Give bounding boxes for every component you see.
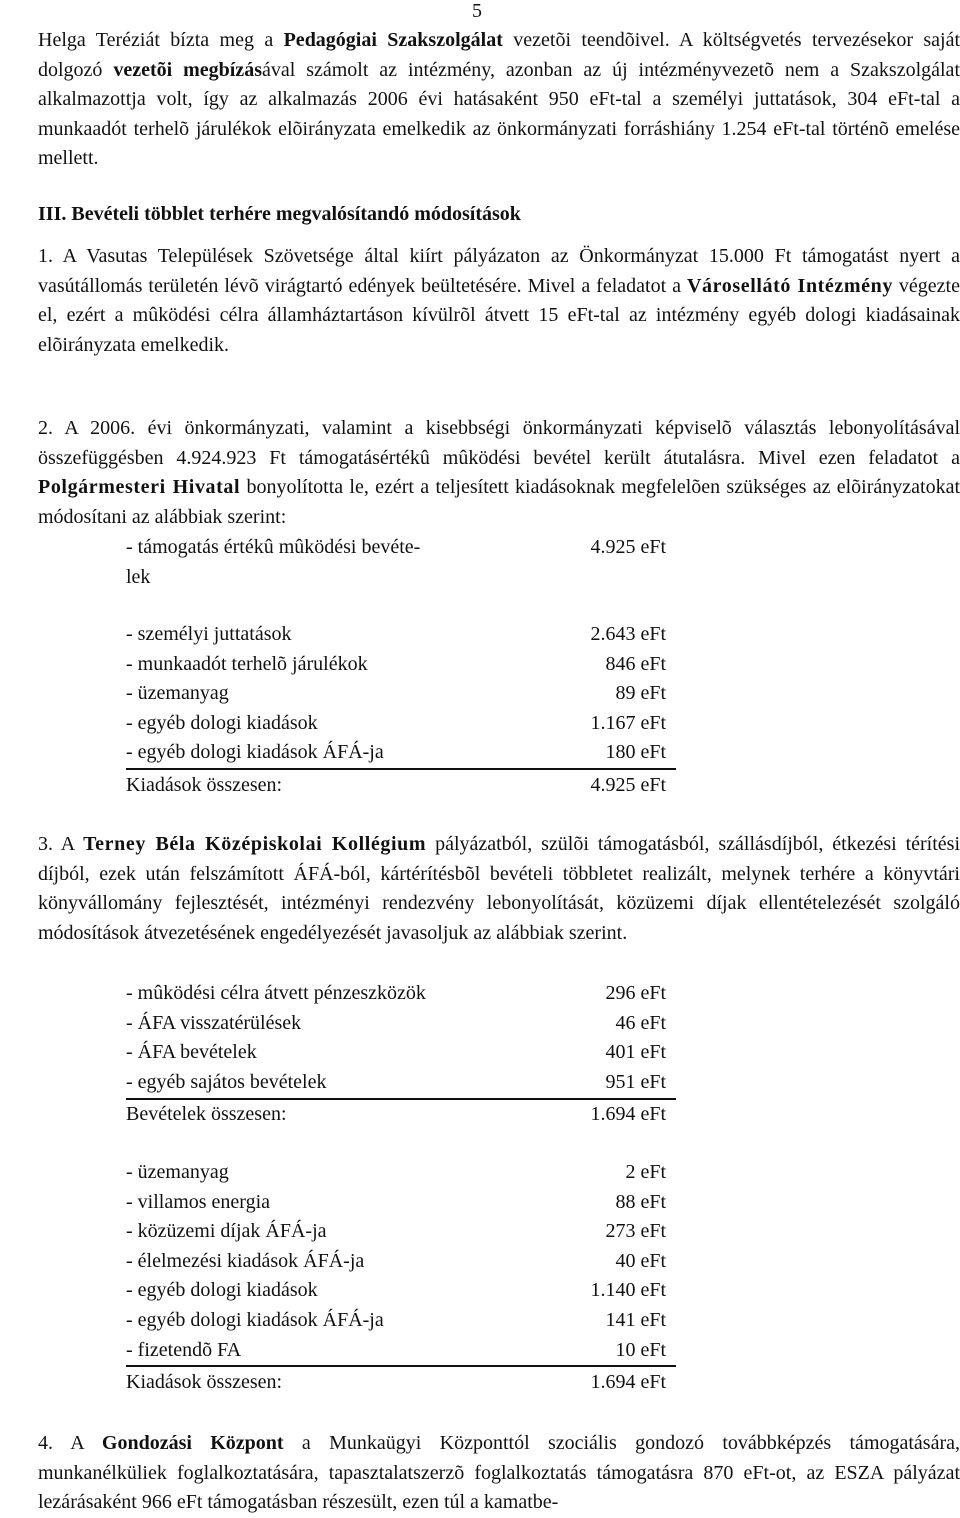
table-row (126, 1068, 676, 1098)
table-row (126, 1336, 676, 1366)
row-value: 2 eFt (625, 1161, 666, 1183)
row-label: - üzemanyag (126, 1161, 229, 1183)
item-3-paragraph (38, 830, 960, 948)
row-value: 88 eFt (615, 1190, 666, 1213)
table-row (126, 1038, 676, 1068)
item-1-text-2: végezte el, ezért a mûködési célra államháztartáson kívülrõl átvett 15 eFt-tal az intézmény egyéb dologi kiadásainak elõirányzata emelkedik. (38, 274, 960, 356)
table-row (126, 679, 676, 709)
table-row (126, 620, 676, 650)
table-row (126, 1306, 676, 1336)
table-2 (126, 533, 676, 592)
row-label: - munkaadót terhelõ járulékok (126, 652, 368, 675)
row-label: - egyéb dologi kiadások (126, 1279, 318, 1302)
table-3a (126, 979, 676, 1130)
row-label: - személyi juttatások (126, 623, 292, 645)
total-label: Bevételek összesen: (126, 1103, 287, 1126)
table-row (126, 650, 676, 680)
row-label: - egyéb dologi kiadások ÁFÁ-ja (126, 1308, 384, 1331)
table-2-total-row (126, 771, 676, 801)
row-label: - közüzemi díjak ÁFÁ-ja (126, 1220, 327, 1243)
item-1-paragraph (38, 242, 960, 360)
row-label: - villamos energia (126, 1190, 271, 1213)
section-heading: III. Bevételi többlet terhére megvalósítandó módosítások (38, 203, 521, 225)
item-1-bold: Városellátó Intézmény (686, 274, 893, 297)
row-value: 40 eFt (615, 1249, 666, 1272)
row-label: - élelmezési kiadások ÁFÁ-ja (126, 1249, 365, 1272)
table-2-income-row-cont (126, 563, 676, 593)
total-value: 4.925 eFt (590, 773, 666, 796)
intro-bold-2: vezetõi megbízás (113, 58, 262, 81)
row-label: - ÁFA visszatérülések (126, 1011, 302, 1034)
table-row (126, 1188, 676, 1218)
total-value: 1.694 eFt (590, 1371, 666, 1394)
item-3-text-1: 3. A (38, 833, 75, 855)
row-label: - ÁFA bevételek (126, 1041, 257, 1064)
table-row (126, 1276, 676, 1306)
total-label: Kiadások összesen: (126, 773, 283, 796)
row-value: 401 eFt (605, 1041, 666, 1064)
table-2-income-label-1: - támogatás értékû mûködési bevéte- (126, 536, 421, 558)
row-value: 273 eFt (605, 1220, 666, 1243)
item-2-bold: Polgármesteri Hivatal (38, 476, 241, 498)
total-label: Kiadások összesen: (126, 1371, 283, 1394)
item-1-text-1: 1. A Vasutas Települések Szövetsége által kiírt pályázaton az Önkormányzat 15.000 Ft támogatást nyert a vasútállomás területén lévõ virágtartó edények beültetésére. Mivel a feladatot a (38, 245, 960, 297)
intro-text-3: ával számolt az intézmény, azonban az új intézményvezetõ nem a Szakszolgálat alkalmazottja volt, így az alkalmazás 2006 évi hatásaként 950 eFt-tal a személyi juttatások, 304 eFt-tal a munkaadót terhelõ járulékok elõirányzata emelkedik az önkormányzati forráshiány 1.254 eFt-tal történõ emelése mellett. (38, 58, 960, 169)
row-value: 2.643 eFt (590, 623, 666, 645)
item-4-text-2: a Munkaügyi Központtól szociális gondozó továbbképzés támogatására, munkanélküliek foglalkoztatására, tapasztalatszerzõ foglalkoztatás támogatásra 870 eFt-ot, az ESZA pályázat lezárásaként 966 eFt támogatásban részesült, ezen túl a kamatbe- (38, 1432, 960, 1513)
row-value: 951 eFt (605, 1070, 666, 1093)
row-value: 10 eFt (615, 1338, 666, 1361)
item-4-bold: Gondozási Központ (101, 1432, 284, 1454)
row-value: 1.140 eFt (590, 1279, 666, 1302)
item-2-text-2: bonyolította le, ezért a teljesített kiadásoknak megfelelõen szükséges az elõirányzatokat módosítani az alábbiak szerint: (38, 476, 960, 528)
item-3-bold: Terney Béla Középiskolai Kollégium (83, 833, 427, 855)
row-label: - egyéb sajátos bevételek (126, 1070, 327, 1093)
row-label: - mûködési célra átvett pénzeszközök (126, 982, 426, 1004)
row-label: - egyéb dologi kiadások (126, 711, 318, 734)
item-4-paragraph (38, 1429, 960, 1518)
row-value: 180 eFt (605, 741, 666, 764)
row-label: - üzemanyag (126, 682, 229, 705)
table-row (126, 738, 676, 768)
table-3b (126, 1158, 676, 1398)
sum-divider (126, 768, 676, 770)
row-value: 141 eFt (605, 1308, 666, 1331)
table-row (126, 1158, 676, 1188)
table-row (126, 709, 676, 739)
intro-paragraph (38, 26, 960, 174)
item-2-paragraph (38, 414, 960, 532)
row-value: 89 eFt (615, 682, 666, 705)
table-row (126, 1217, 676, 1247)
intro-bold-1: Pedagógiai Szakszolgálat (283, 29, 503, 51)
row-value: 296 eFt (605, 982, 666, 1004)
page-number: 5 (472, 0, 482, 22)
table-3b-total-row (126, 1368, 676, 1398)
table-2-income-row (126, 533, 676, 563)
table-3a-total-row (126, 1100, 676, 1130)
table-row (126, 979, 676, 1009)
table-2-income-value: 4.925 eFt (590, 536, 666, 558)
row-value: 846 eFt (605, 652, 666, 675)
item-4-text-1: 4. A (38, 1432, 84, 1454)
table-2-expenses (126, 620, 676, 801)
table-row (126, 1247, 676, 1277)
table-row (126, 1009, 676, 1039)
intro-text-1: Helga Teréziát bízta meg a (38, 29, 274, 51)
item-3-text-2: pályázatból, szülõi támogatásból, szállásdíjból, étkezési térítési díjból, ezek után felszámított ÁFÁ-ból, kártérítésbõl bevételi többletet realizált, melynek terhére a könyvtári könyvállomány fejlesztését, intézményi rendezvény lebonyolítását, közüzemi díjak ellentételezését szolgáló módosítások átvezetésének engedélyezését javasoljuk az alábbiak szerint. (38, 833, 960, 944)
row-value: 46 eFt (615, 1011, 666, 1034)
row-label: - egyéb dologi kiadások ÁFÁ-ja (126, 741, 384, 764)
item-2-text-1: 2. A 2006. évi önkormányzati, valamint a kisebbségi önkormányzati képviselõ választás lebonyolításával összefüggésben 4.924.923 Ft támogatásértékû mûködési bevétel került átutalásra. Mivel ezen feladatot a (38, 417, 960, 469)
row-label: - fizetendõ FA (126, 1338, 242, 1361)
row-value: 1.167 eFt (590, 711, 666, 734)
total-value: 1.694 eFt (590, 1103, 666, 1126)
intro-text-2: vezetõi teendõivel. A költségvetés tervezésekor saját dolgozó (38, 29, 960, 81)
table-2-income-label-2: lek (126, 565, 151, 588)
sum-divider (126, 1365, 676, 1367)
